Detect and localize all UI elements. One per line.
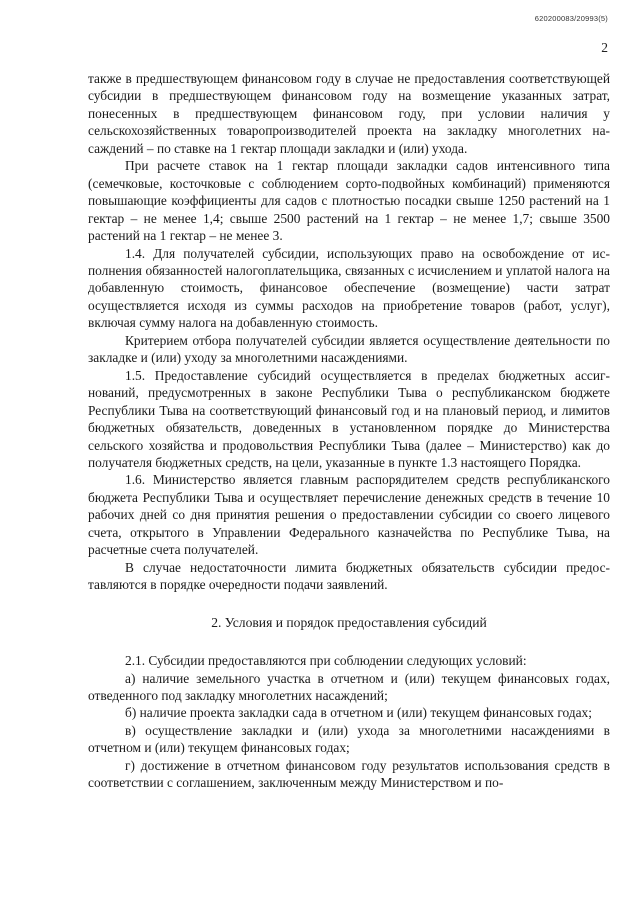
list-item-a: а) наличие земельного участка в отчетном и (или) текущем финансовых годах, отведенного под закладку многолетних насаждений; <box>88 670 610 703</box>
document-body <box>88 70 610 792</box>
section-heading: 2. Условия и порядок предоставления субсидий <box>211 614 487 630</box>
paragraph: В случае недостаточности лимита бюджетных обязательств субсидии предоставляются в порядке очередности подачи заявлений. <box>88 559 610 593</box>
paragraph-1-5: 1.5. Предоставление субсидий осуществляется в пределах бюджетных ассигнований, предусмотренных в законе Республики Тыва о республиканском бюджете Республики Тыва на соответствующий финансовый год и на плановый период, и лимитов бюджетных обязательств, доведенных в установленном порядке до Министерства сельского хозяйства и продовольствия Республики Тыва (далее – Министерство) как до получателя бюджетных средств, на цели, указанные в пункте 1.3 настоящего Порядка. <box>88 367 610 470</box>
paragraph: При расчете ставок на 1 гектар площади закладки садов интенсивного типа (семечковые, косточковые с соблюдением сорто-подвойных комбинаций) применяются повышающие коэффициенты для садов с плотностью посадки свыше 1250 растений на 1 гектар – не менее 1,4; свыше 2500 растений на 1 гектар – не менее 1,7; свыше 3500 растений на 1 гектар – не менее 3. <box>88 158 610 244</box>
paragraph-2-1: 2.1. Субсидии предоставляются при соблюдении следующих условий: <box>125 653 527 669</box>
paragraph-1-4: 1.4. Для получателей субсидии, использующих право на освобождение от исполнения обязанностей налогоплательщика, связанных с исчислением и уплатой налога на добавленную стоимость, финансовое обеспечение (возмещение) части затрат осуществляется исходя из суммы расходов на приобретение товаров (работ, услуг), включая сумму налога на добавленную стоимость. <box>88 245 610 331</box>
paragraph-1-6: 1.6. Министерство является главным распорядителем средств республиканского бюджета Республики Тыва и осуществляет перечисление денежных средств в течение 10 рабочих дней со дня принятия решения о предоставлении субсидии со своего лицевого счета, открытого в Управлении Федерального казначейства по Республике Тыва, на расчетные счета получателей. <box>88 472 610 558</box>
list-item-b: б) наличие проекта закладки сада в отчетном и (или) текущем финансовых годах; <box>125 705 592 721</box>
list-item-v: в) осуществление закладки и (или) ухода за многолетними насаждениями в отчетном и (или) текущем финансовых годах; <box>88 722 610 756</box>
list-item-g: г) достижение в отчетном финансовом году результатов использования средств в соответствии с соглашением, заключенным между Министерством и по- <box>88 757 610 791</box>
page-number: 2 <box>601 40 608 55</box>
paragraph: также в предшествующем финансовом году в случае не предоставления соответствующей субсидии в предшествующем финансовом году на возмещение указанных затрат, понесенных в предшествующем финансовом году, при условии наличия у сельскохозяйственных товаропроизводителей проекта на закладку многолетних насаждений – по ставке на 1 гектар площади закладки и (или) ухода. <box>88 71 610 156</box>
document-id: 620200083/20993(5) <box>534 14 608 23</box>
paragraph: Критерием отбора получателей субсидии является осуществление деятельности по закладке и (или) уходу за многолетними насаждениями. <box>88 332 610 366</box>
